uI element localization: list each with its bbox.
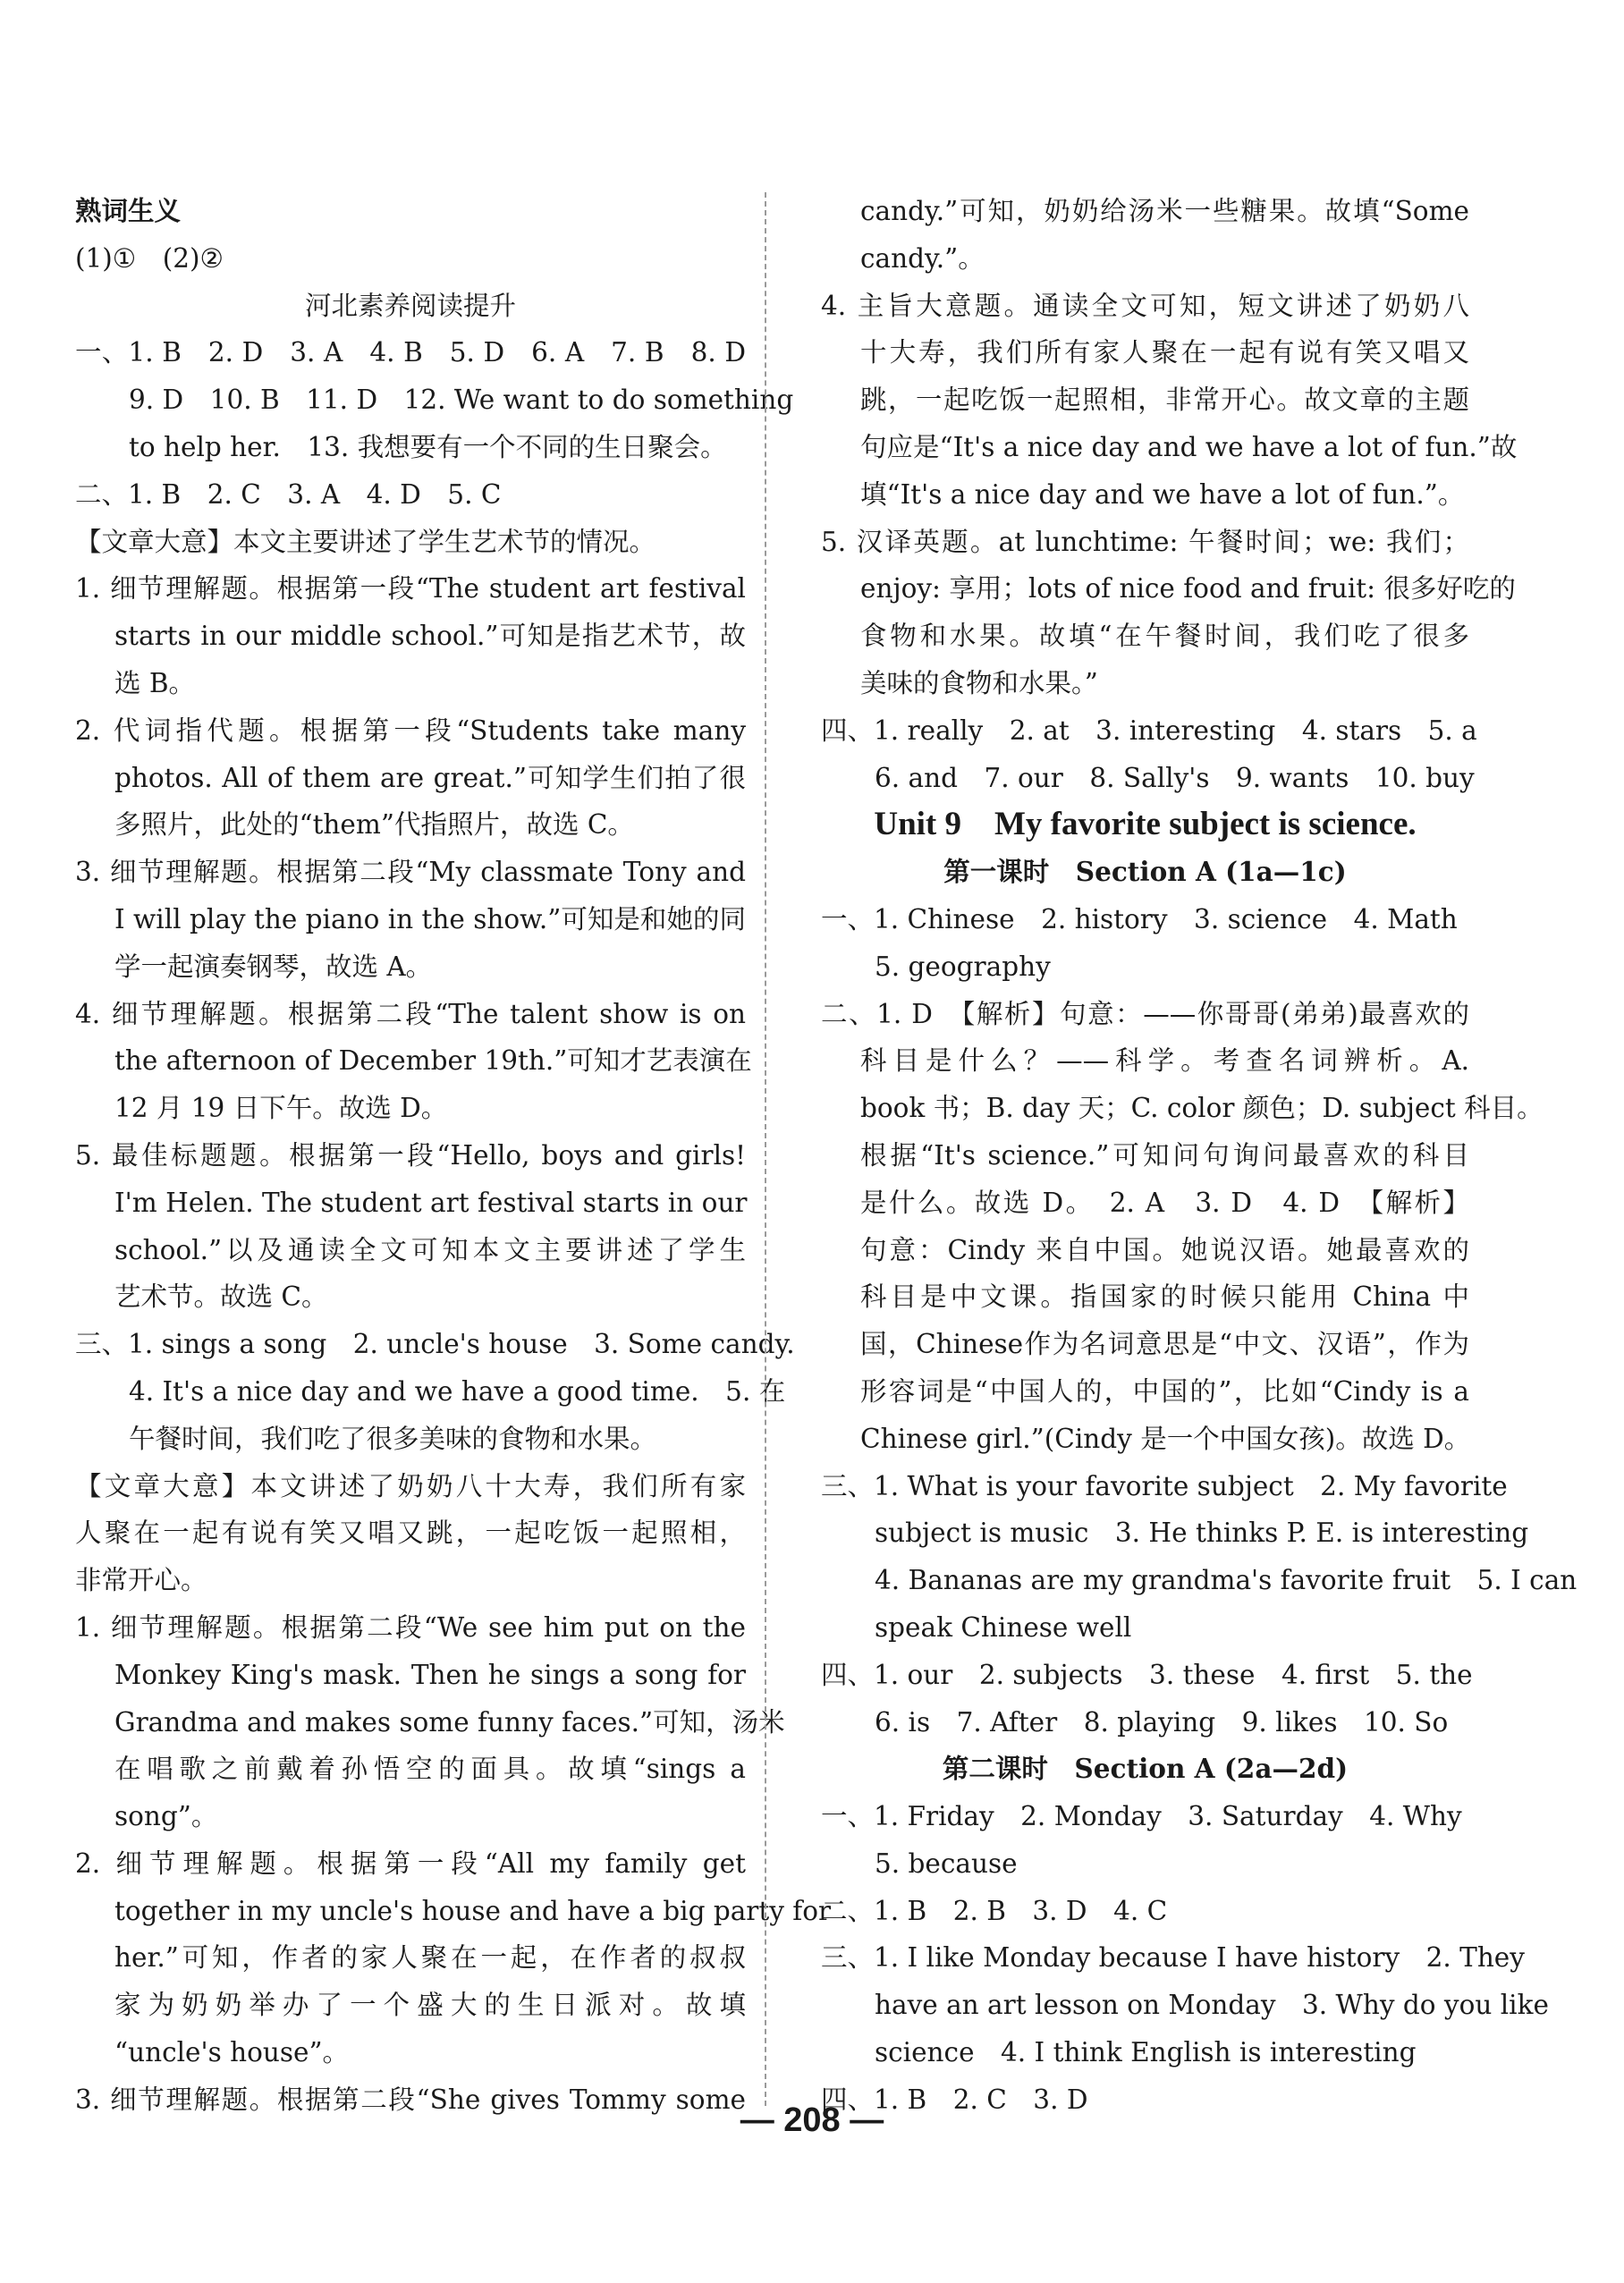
left-text-line: I'm Helen. The student art festival starts in our	[114, 1187, 748, 1218]
left-text-line: (1)① (2)②	[75, 242, 224, 274]
left-column	[75, 188, 832, 2124]
right-text-line: 6. and 7. our 8. Sally's 9. wants 10. buy	[875, 762, 1475, 793]
left-text-line: 午餐时间，我们吃了很多美味的食物和水果。	[129, 1423, 657, 1454]
right-text-line: 第二课时 Section A (2a—2d)	[942, 1753, 1349, 1785]
left-text-line: 人聚在一起有说有笑又唱又跳，一起吃饭一起照相，	[75, 1518, 746, 1549]
right-text-line: 5. 汉译英题。at lunchtime: 午餐时间；we: 我们；	[821, 526, 1469, 557]
right-text-line: 三、1. What is your favorite subject 2. My favorite	[821, 1470, 1508, 1501]
left-text-line: 三、1. sings a song 2. uncle's house 3. Some candy.	[75, 1329, 795, 1360]
left-text-line: 熟词生义	[75, 195, 182, 226]
right-text-line: candy.”。	[860, 242, 985, 274]
right-text-line: 句应是“It's a nice day and we have a lot of fun.”故	[860, 431, 1518, 462]
right-text-line: 科目是什么？——科学。考查名词辨析。A.	[860, 1045, 1469, 1077]
left-text-line: 9. D 10. B 11. D 12. We want to do something	[129, 385, 794, 416]
left-text-line: 4. 细节理解题。根据第二段“The talent show is on	[75, 998, 746, 1029]
right-text-line: enjoy: 享用；lots of nice food and fruit: 很多好吃的	[860, 573, 1516, 605]
right-text-line: subject is music 3. He thinks P. E. is interesting	[875, 1518, 1529, 1549]
left-text-line: “uncle's house”。	[114, 2037, 350, 2068]
right-text-line: 是什么。故选 D。 2. A 3. D 4. D 【解析】	[860, 1187, 1469, 1218]
right-text-line: 二、1. B 2. B 3. D 4. C	[821, 1895, 1168, 1926]
right-text-line: 6. is 7. After 8. playing 9. likes 10. So	[875, 1706, 1449, 1738]
left-text-line: together in my uncle's house and have a big party for	[114, 1895, 832, 1926]
left-text-line: 【文章大意】本文主要讲述了学生艺术节的情况。	[75, 526, 656, 557]
left-text-line: 4. It's a nice day and we have a good time. 5. 在	[129, 1375, 786, 1407]
right-text-line: science 4. I think English is interesting	[875, 2037, 1417, 2068]
right-text-line: candy.”可知，奶奶给汤米一些糖果。故填“Some	[860, 196, 1469, 226]
right-text-line: 形容词是“中国人的，中国的”，比如“Cindy is a	[860, 1375, 1469, 1407]
left-text-line: starts in our middle school.”可知是指艺术节，故	[114, 621, 746, 652]
right-text-line: speak Chinese well	[875, 1611, 1132, 1643]
left-text-line: to help her. 13. 我想要有一个不同的生日聚会。	[129, 431, 727, 462]
left-text-line: 2. 细节理解题。根据第一段“All my family get	[75, 1848, 746, 1879]
right-text-line: 5. because	[875, 1848, 1018, 1879]
left-text-line: Grandma and makes some funny faces.”可知，汤米	[114, 1706, 785, 1738]
left-text-line: I will play the piano in the show.”可知是和她的同	[114, 903, 746, 934]
right-text-line: 根据“It's science.”可知问句询问最喜欢的科目	[860, 1139, 1469, 1171]
left-text-line: Monkey King's mask. Then he sings a song for	[114, 1659, 746, 1690]
right-text-line: 国，Chinese作为名词意思是“中文、汉语”，作为	[860, 1329, 1469, 1360]
left-text-line: 3. 细节理解题。根据第二段“She gives Tommy some	[75, 2084, 746, 2115]
left-text-line: 12 月 19 日下午。故选 D。	[114, 1093, 448, 1124]
left-text-line: 1. 细节理解题。根据第二段“We see him put on the	[75, 1611, 746, 1643]
right-text-line: 三、1. I like Monday because I have history 2. They	[821, 1942, 1525, 1974]
left-text-line: 1. 细节理解题。根据第一段“The student art festival	[75, 573, 746, 605]
left-text-line: 5. 最佳标题题。根据第一段“Hello, boys and girls!	[75, 1139, 746, 1171]
right-text-line: 美味的食物和水果。”	[860, 667, 1098, 698]
left-text-line: 2. 代词指代题。根据第一段“Students take many	[75, 714, 746, 746]
right-text-line: book 书；B. day 天；C. color 颜色；D. subject 科目。	[860, 1093, 1544, 1124]
left-text-line: her.”可知，作者的家人聚在一起，在作者的叔叔	[114, 1942, 746, 1974]
right-text-line: 填“It's a nice day and we have a lot of fun.”。	[860, 478, 1465, 510]
right-text-line: have an art lesson on Monday 3. Why do you like	[875, 1990, 1549, 2021]
page-number: — 208 —	[740, 2101, 884, 2139]
right-text-line: 跳，一起吃饭一起照相，非常开心。故文章的主题	[860, 385, 1469, 416]
right-text-line: Chinese girl.”(Cindy 是一个中国女孩)。故选 D。	[860, 1423, 1471, 1454]
left-text-line: 艺术节。故选 C。	[114, 1281, 328, 1313]
left-text-line: 3. 细节理解题。根据第二段“My classmate Tony and	[75, 857, 746, 888]
right-column	[821, 188, 1577, 2124]
left-text-line: 选 B。	[114, 667, 196, 698]
left-text-line: school.”以及通读全文可知本文主要讲述了学生	[114, 1234, 746, 1265]
right-text-line: 一、1. Friday 2. Monday 3. Saturday 4. Why	[821, 1801, 1462, 1832]
right-text-line: 一、1. Chinese 2. history 3. science 4. Math	[821, 903, 1458, 934]
right-text-line: 十大寿，我们所有家人聚在一起有说有笑又唱又	[860, 337, 1469, 368]
left-text-line: 【文章大意】本文讲述了奶奶八十大寿，我们所有家	[75, 1470, 746, 1501]
right-text-line: 5. geography	[875, 951, 1051, 982]
right-text-line: 4. 主旨大意题。通读全文可知，短文讲述了奶奶八	[821, 290, 1469, 321]
right-text-line: 二、1. D 【解析】句意：——你哥哥(弟弟)最喜欢的	[821, 998, 1469, 1029]
left-text-line: 河北素养阅读提升	[304, 290, 516, 321]
left-text-line: 非常开心。	[75, 1565, 207, 1596]
right-text-line: 第一课时 Section A (1a—1c)	[943, 856, 1347, 888]
right-text-line: 食物和水果。故填“在午餐时间，我们吃了很多	[860, 621, 1469, 652]
right-text-line: 四、1. B 2. C 3. D	[821, 2084, 1088, 2115]
left-text-line: 家为奶奶举办了一个盛大的生日派对。故填	[114, 1990, 746, 2021]
left-text-line: 二、1. B 2. C 3. A 4. D 5. C	[75, 478, 502, 510]
left-text-line: 多照片，此处的“them”代指照片，故选 C。	[114, 809, 634, 841]
column-divider	[765, 192, 766, 2106]
right-text-line: Unit 9 My favorite subject is science.	[874, 806, 1417, 843]
left-text-line: 学一起演奏钢琴，故选 A。	[114, 951, 433, 982]
left-text-line: 在唱歌之前戴着孙悟空的面具。故填“sings a	[114, 1754, 746, 1785]
left-text-line: song”。	[114, 1801, 218, 1832]
right-text-line: 4. Bananas are my grandma's favorite fruit 5. I can	[875, 1565, 1577, 1596]
right-text-line: 四、1. really 2. at 3. interesting 4. stars 5. a	[821, 714, 1477, 746]
left-text-line: 一、1. B 2. D 3. A 4. B 5. D 6. A 7. B 8. D	[75, 337, 746, 368]
left-text-line: the afternoon of December 19th.”可知才艺表演在	[114, 1045, 752, 1077]
right-text-line: 句意：Cindy 来自中国。她说汉语。她最喜欢的	[860, 1234, 1469, 1265]
right-text-line: 科目是中文课。指国家的时候只能用 China 中	[860, 1281, 1469, 1313]
left-text-line: photos. All of them are great.”可知学生们拍了很	[114, 762, 746, 793]
right-text-line: 四、1. our 2. subjects 3. these 4. first 5. the	[821, 1659, 1473, 1690]
